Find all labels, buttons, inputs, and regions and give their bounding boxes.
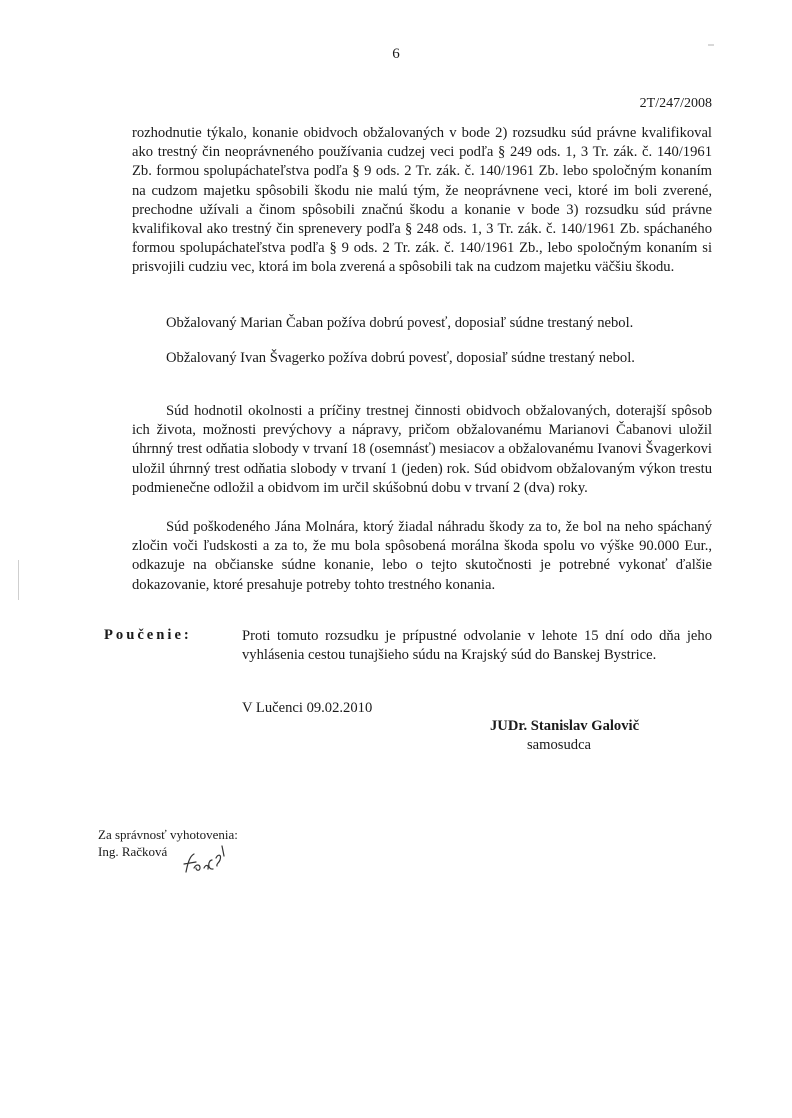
place-date: V Lučenci 09.02.2010 <box>242 700 373 716</box>
instruction-text: Proti tomuto rozsudku je prípustné odvolanie v lehote 15 dní odo dňa jeho vyhlásenia cestou tunajšieho súdu na Krajský súd do Banskej Bystrice. <box>242 628 712 664</box>
case-number: 2T/247/2008 <box>639 96 712 111</box>
paragraph-sentence: Súd hodnotil okolnosti a príčiny trestnej činnosti obidvoch obžalovaných, doterajší spôsob ich života, možnosti prevýchovy a nápravy, pričom obžalovanému Marianovi Čabanovi uložil úhrnný trest odňatia slobody v trvaní 18 (osemnásť) mesiacov a obžalovanému Ivanovi Švagerkovi uložil úhrnný trest odňatia slobody v trvaní 1 (jeden) rok. Súd obidvom obžalovaným výkon trestu podmienečne odložil a obidvom im určil skúšobnú dobu v trvaní 2 (dva) roky. <box>132 403 712 496</box>
paragraph-legal-qualification: rozhodnutie týkalo, konanie obidvoch obžalovaných v bode 2) rozsudku súd právne kvalifikoval ako trestný čin neoprávneného používania cudzej veci podľa § 249 ods. 1, 3 Tr. zák. č. 140/1961 Zb. formou spolupáchateľstva podľa § 9 ods. 2 Tr. zák. č. 140/1961 Zb. lebo spoločným konaním na cudzom majetku spôsobili škodu nie malú tým, že neoprávnene veci, ktoré im boli zverené, prechodne užívali a činom spôsobili značnú škodu a konanie v bode 3) rozsudku súd právne kvalifikoval ako trestný čin sprenevery podľa § 248 ods. 1, 3 Tr. zák. č. 140/1961 Zb. spáchaného formou spolupáchateľstva podľa § 9 ods. 2 Tr. zák. č. 140/1961 Zb., lebo spoločným konaním si prisvojili cudziu vec, ktorá im bola zverená a spôsobili tak na cudzom majetku väčšiu škodu. <box>132 125 712 276</box>
scan-artifact <box>18 560 19 600</box>
page-number: 6 <box>392 46 400 62</box>
paragraph-damages: Súd poškodeného Jána Molnára, ktorý žiadal náhradu škody za to, že bol na neho spáchaný zločin voči ľudskosti a za to, že mu bola spôsobená morálna škoda spolu vo výške 90.000 Eur., odkazuje na občianske súdne konanie, lebo o tejto skutočnosti je potrebné vykonať ďalšie dokazovanie, ktoré presahuje potreby tohto trestného konania. <box>132 519 712 593</box>
handwritten-signature-icon <box>178 838 238 878</box>
paragraph-defendant-svagerko: Obžalovaný Ivan Švagerko požíva dobrú povesť, doposiaľ súdne trestaný nebol. <box>166 350 635 366</box>
certification-label: Za správnosť vyhotovenia: <box>98 827 238 842</box>
certification-name: Ing. Račková <box>98 844 168 859</box>
scan-artifact <box>708 44 714 46</box>
judge-name: JUDr. Stanislav Galovič <box>490 718 640 734</box>
instruction-label: Poučenie: <box>104 627 192 643</box>
judge-role: samosudca <box>527 737 592 753</box>
paragraph-defendant-caban: Obžalovaný Marian Čaban požíva dobrú povesť, doposiaľ súdne trestaný nebol. <box>166 315 634 331</box>
